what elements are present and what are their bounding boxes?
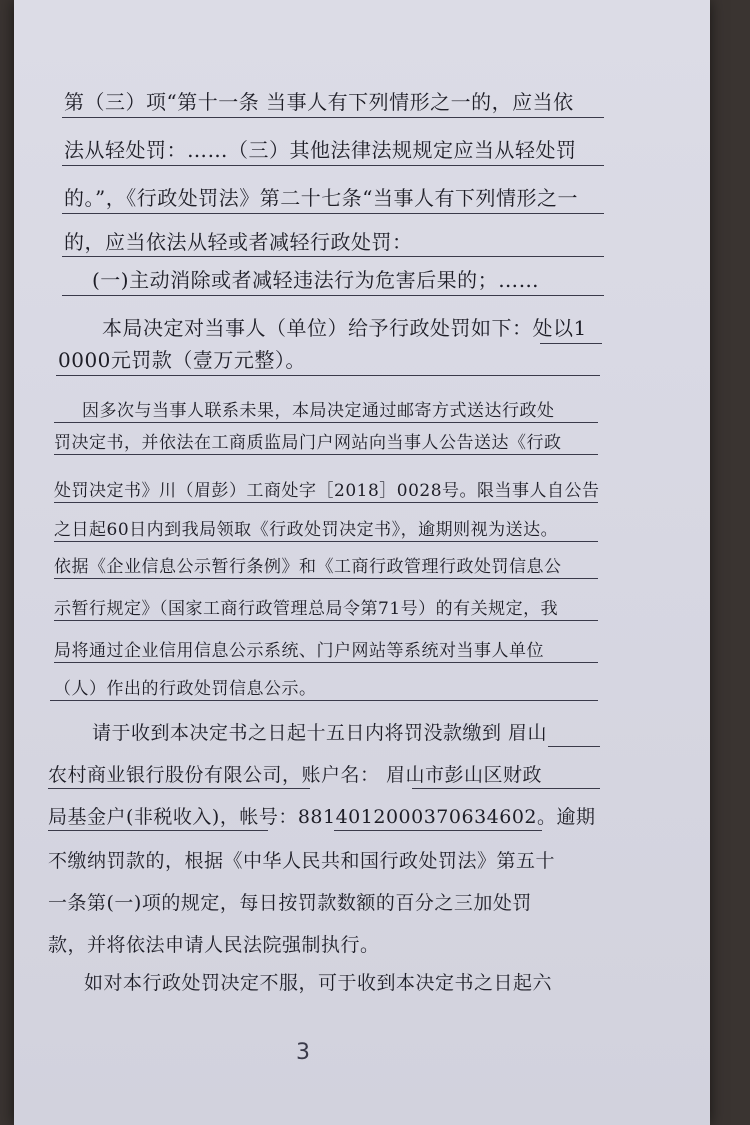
text-line: 请于收到本决定书之日起十五日内将罚没款缴到 眉山: [92, 722, 548, 744]
text-line: 依据《企业信息公示暂行条例》和《工商行政管理行政处罚信息公: [54, 557, 562, 577]
text-line: (一)主动消除或者减轻违法行为危害后果的；……: [92, 268, 540, 292]
text-line: 0000元罚款（壹万元整）。: [58, 348, 306, 372]
underline: [62, 295, 604, 296]
underline: [62, 117, 604, 118]
underline: [54, 454, 598, 455]
text-line: 之日起60日内到我局领取《行政处罚决定书》，逾期则视为送达。: [54, 520, 559, 540]
text-line: 法从轻处罚：……（三）其他法律法规规定应当从轻处罚: [64, 138, 577, 162]
underline: [62, 213, 604, 214]
text-line: 如对本行政处罚决定不服，可于收到本决定书之日起六: [84, 972, 553, 994]
text-line: 款，并将依法申请人民法院强制执行。: [48, 934, 380, 956]
underline: [54, 422, 598, 423]
underline: [54, 502, 598, 503]
text-line: 局将通过企业信用信息公示系统、门户网站等系统对当事人单位: [54, 641, 544, 661]
underline: [412, 788, 600, 789]
underline: [54, 578, 598, 579]
underline: [56, 375, 600, 376]
underline: [334, 830, 542, 831]
underline: [540, 343, 602, 344]
text-line: 本局决定对当事人（单位）给予行政处罚如下：处以1: [102, 316, 587, 340]
underline: [48, 830, 268, 831]
text-line: 的。”，《行政处罚法》第二十七条“当事人有下列情形之一: [64, 186, 578, 210]
underline: [62, 165, 604, 166]
underline: [50, 700, 598, 701]
underline: [548, 746, 600, 747]
underline: [48, 788, 310, 789]
underline: [54, 620, 598, 621]
text-line: 的，应当依法从轻或者减轻行政处罚：: [64, 230, 413, 254]
text-line: 第（三）项“第十一条 当事人有下列情形之一的，应当依: [64, 90, 574, 114]
text-line: 局基金户(非税收入)，帐号：8814012000370634602。逾期: [48, 806, 596, 828]
text-line: 一条第(一)项的规定，每日按罚款数额的百分之三加处罚: [48, 892, 532, 914]
underline: [54, 662, 598, 663]
text-line: 因多次与当事人联系未果，本局决定通过邮寄方式送达行政处: [82, 401, 555, 421]
text-line: 处罚决定书》川（眉彭）工商处字［2018］0028号。限当事人自公告: [54, 481, 600, 501]
text-line: 罚决定书，并依法在工商质监局门户网站向当事人公告送达《行政: [54, 433, 562, 453]
text-line: 示暂行规定》（国家工商行政管理总局令第71号）的有关规定，我: [54, 599, 559, 619]
text-line: 不缴纳罚款的，根据《中华人民共和国行政处罚法》第五十: [48, 850, 556, 872]
page-number: 3: [296, 1040, 310, 1065]
text-line: （人）作出的行政处罚信息公示。: [54, 679, 317, 699]
text-line: 农村商业银行股份有限公司，账户名： 眉山市彭山区财政: [48, 764, 543, 786]
underline: [54, 541, 598, 542]
underline: [62, 256, 604, 257]
